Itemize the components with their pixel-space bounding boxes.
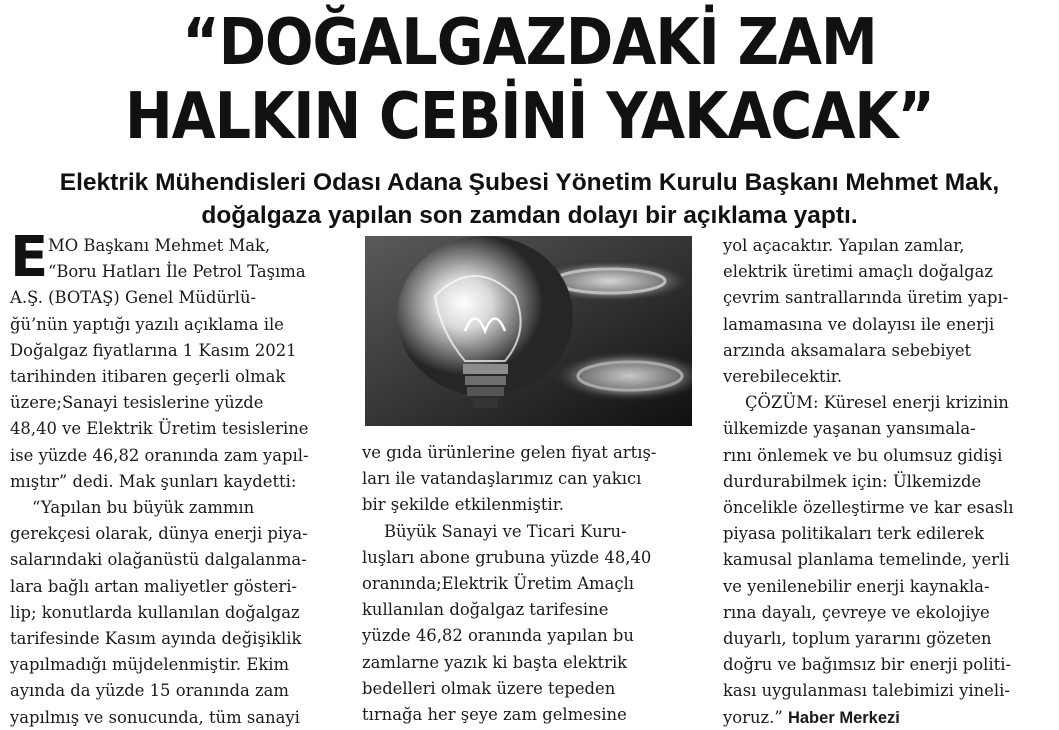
text-line: lip; konutlarda kullanılan doğalgaz bbox=[10, 602, 300, 622]
article-column-2 bbox=[362, 440, 694, 728]
text-line: “Boru Hatları İle Petrol Taşıma bbox=[48, 262, 306, 282]
photo-illustration bbox=[365, 236, 692, 426]
text-line: bir şekilde etkilenmiştir. bbox=[362, 495, 564, 515]
text-line: durdurabilmek için: Ülkemizde bbox=[723, 471, 982, 491]
text-line: kullanılan doğalgaz tarifesine bbox=[362, 600, 609, 620]
text-line: ğü’nün yaptığı yazılı açıklama ile bbox=[10, 314, 284, 334]
text-line: “Yapılan bu büyük zammın bbox=[32, 498, 255, 518]
text-line: rına dayalı, çevreye ve ekolojiye bbox=[723, 602, 990, 622]
text-line: ÇÖZÜM: Küresel enerji krizinin bbox=[745, 393, 1009, 413]
text-line: ülkemizde yaşanan yansımala- bbox=[723, 419, 976, 439]
text-line: duyarlı, toplum yararını gözeten bbox=[723, 629, 992, 649]
text-line: yol açacaktır. Yapılan zamlar, bbox=[723, 236, 965, 255]
headline-line-1: “DOĞALGAZDAKİ ZAM bbox=[182, 6, 877, 80]
text-line-last bbox=[723, 705, 1055, 730]
text-line: mıştır” dedi. Mak şunları kaydetti: bbox=[10, 471, 297, 491]
text-line: tırnağa her şeye zam gelmesine bbox=[362, 705, 627, 725]
text-line: üzere;Sanayi tesislerine yüzde bbox=[10, 393, 264, 413]
subheadline-line-1: Elektrik Mühendisleri Odası Adana Şubesi Yönetim Kurulu Başkanı Mehmet Mak, bbox=[59, 169, 1000, 196]
text-line: kası uygulanması talebimizi yineli- bbox=[723, 681, 1010, 701]
text-line: lara bağlı artan maliyetler gösteri- bbox=[10, 576, 298, 596]
text-line: kamusal planlama temelinde, yerli bbox=[723, 550, 1010, 570]
headline bbox=[0, 6, 1059, 154]
article-column-3 bbox=[723, 233, 1055, 730]
light-bulb-gas-flame-photo bbox=[365, 236, 692, 426]
article-column-1 bbox=[10, 225, 342, 730]
text-line: yüzde 46,82 oranında yapılan bu bbox=[362, 626, 634, 646]
text-line: ayında da yüzde 15 oranında zam bbox=[10, 681, 289, 701]
text-line: yapılmadığı müjdelenmiştir. Ekim bbox=[10, 655, 290, 675]
text-line: bedelleri olmak üzere tepeden bbox=[362, 678, 616, 698]
text-line: oranında;Elektrik Üretim Amaçlı bbox=[362, 574, 635, 594]
text-line: A.Ş. (BOTAŞ) Genel Müdürlü- bbox=[10, 288, 257, 308]
drop-cap: E bbox=[10, 225, 49, 290]
subheadline-line-2: doğalgaza yapılan son zamdan dolayı bir açıklama yaptı. bbox=[201, 202, 858, 229]
text-line: arzında aksamalara sebebiyet bbox=[723, 340, 972, 360]
text-line: ve yenilenebilir enerji kaynakla- bbox=[723, 576, 990, 596]
text-line: gerekçesi olarak, dünya enerji piya- bbox=[10, 524, 308, 544]
text-line: ve gıda ürünlerine gelen fiyat artış- bbox=[362, 443, 657, 462]
text-line: yapılmış ve sonucunda, tüm sanayi bbox=[10, 707, 300, 727]
text-line: zamlarne yazık ki başta elektrik bbox=[362, 652, 628, 672]
text-line: tarifesinde Kasım ayında değişiklik bbox=[10, 629, 302, 649]
text-line: piyasa politikaları terk edilerek bbox=[723, 524, 984, 544]
text-line: verebilecektir. bbox=[723, 367, 843, 387]
text-line: ları ile vatandaşlarımız can yakıcı bbox=[362, 469, 642, 489]
text-line: Büyük Sanayi ve Ticari Kuru- bbox=[384, 521, 627, 541]
text-line: luşları abone grubuna yüzde 48,40 bbox=[362, 547, 652, 567]
byline: Haber Merkezi bbox=[787, 708, 900, 727]
closing-text: yoruz.” bbox=[723, 707, 783, 727]
text-line: elektrik üretimi amaçlı doğalgaz bbox=[723, 262, 994, 282]
text-line: ise yüzde 46,82 oranında zam yapıl- bbox=[10, 445, 309, 465]
text-line: tarihinden itibaren geçerli olmak bbox=[10, 367, 286, 387]
text-line: öncelikle özelleştirme ve kar esaslı bbox=[723, 498, 1014, 518]
text-line: salarındaki olağanüstü dalgalanma- bbox=[10, 550, 307, 570]
subheadline bbox=[0, 166, 1059, 232]
text-line: MO Başkanı Mehmet Mak, bbox=[48, 236, 271, 255]
text-line: çevrim santrallarında üretim yapı- bbox=[723, 288, 1009, 308]
text-line: rını önlemek ve bu olumsuz gidişi bbox=[723, 445, 1003, 465]
text-line: doğru ve bağımsız bir enerji politi- bbox=[723, 655, 1011, 675]
headline-line-2: HALKIN CEBİNİ YAKACAK” bbox=[124, 79, 935, 154]
text-line: lamamasına ve dolayısı ile enerji bbox=[723, 314, 995, 334]
text-line: 48,40 ve Elektrik Üretim tesislerine bbox=[10, 419, 309, 439]
text-line: Doğalgaz fiyatlarına 1 Kasım 2021 bbox=[10, 340, 297, 360]
